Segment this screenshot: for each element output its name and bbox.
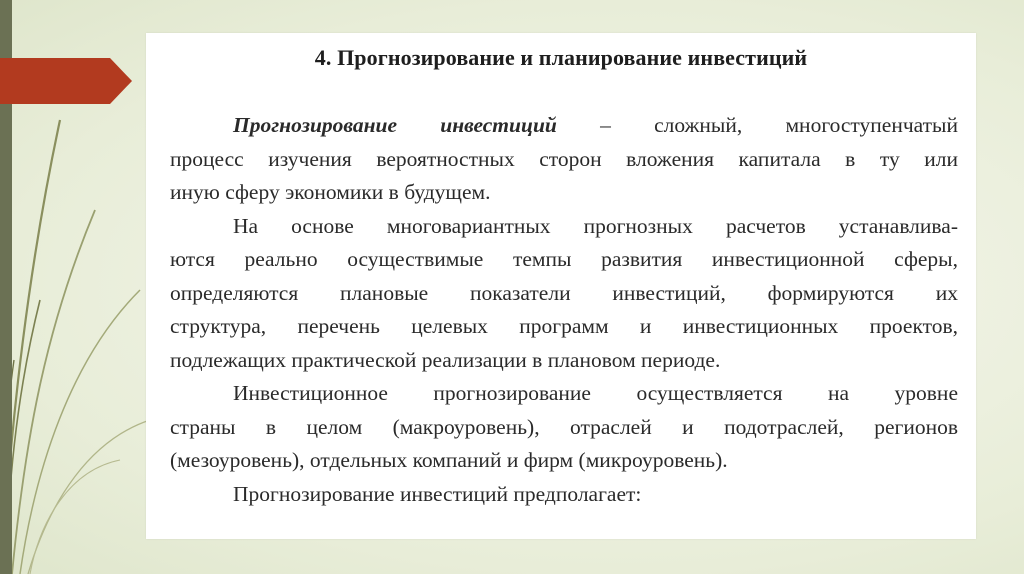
slide-title: 4. Прогнозирование и планирование инвестиций	[314, 45, 808, 70]
paragraph-1-line-2: процесс изучения вероятностных сторон вложения капитала в ту или	[170, 146, 958, 171]
paragraph-3-line-2: страны в целом (макроуровень), отраслей и подотраслей, регионов	[170, 414, 958, 439]
paragraph-2-line-5: подлежащих практической реализации в плановом периоде.	[170, 347, 721, 372]
paragraph-1-line-3: иную сферу экономики в будущем.	[170, 180, 491, 204]
content-card	[146, 33, 976, 539]
paragraph-2-line-1: На основе многовариантных прогнозных расчетов устанавлива-	[233, 213, 958, 238]
paragraph-3-line-3: (мезоуровень), отдельных компаний и фирм (микроуровень).	[170, 448, 728, 472]
paragraph-4-line-1: Прогнозирование инвестиций предполагает:	[233, 481, 642, 506]
red-arrow-tab	[0, 58, 132, 104]
paragraph-1-line-1	[170, 109, 958, 143]
term-forecasting-investments: Прогнозирование инвестиций	[233, 113, 557, 137]
paragraph-3-line-1: Инвестиционное прогнозирование осуществляется на уровне	[233, 381, 958, 405]
paragraph-1-line-1-rest: – сложный, многоступенчатый	[556, 113, 958, 137]
paragraph-2-line-3: определяются плановые показатели инвестиций, формируются их	[170, 280, 958, 305]
paragraph-2-line-2: ются реально осуществимые темпы развития инвестиционной сферы,	[170, 247, 958, 271]
body-text	[170, 109, 958, 511]
paragraph-2-line-4: структура, перечень целевых программ и инвестиционных проектов,	[170, 314, 958, 338]
